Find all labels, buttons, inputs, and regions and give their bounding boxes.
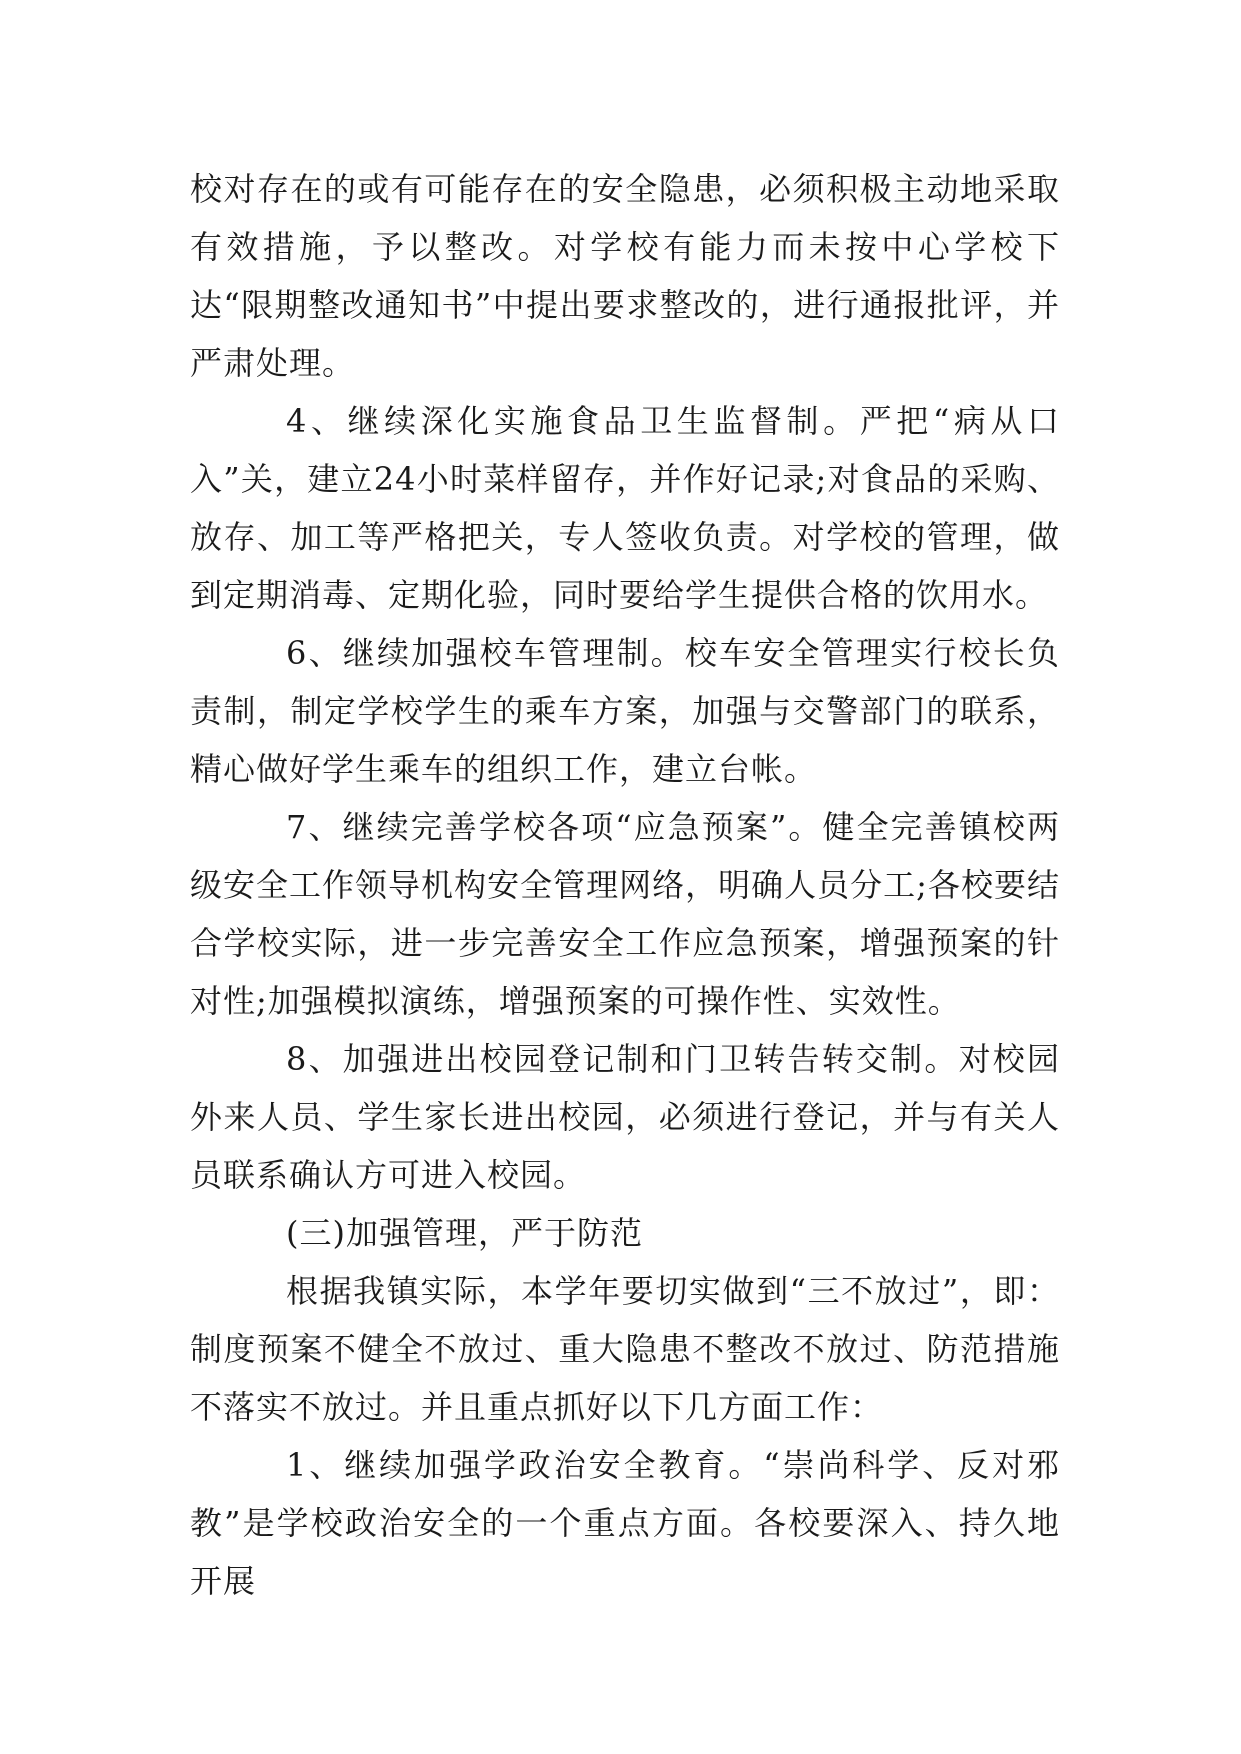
paragraph-item-1-political-safety: 1、继续加强学政治安全教育。“崇尚科学、反对邪教”是学校政治安全的一个重点方面。各校要深入、持久地开展 [190, 1446, 1060, 1600]
document-body [190, 160, 1060, 1610]
paragraph-item-8-campus-registration: 8、加强进出校园登记制和门卫转告转交制。对校园外来人员、学生家长进出校园，必须进行登记，并与有关人员联系确认方可进入校园。 [190, 1040, 1060, 1194]
section-heading-management: (三)加强管理，严于防范 [286, 1214, 643, 1252]
paragraph-continued-rectification: 校对存在的或有可能存在的安全隐患，必须积极主动地采取有效措施，予以整改。对学校有能力而未按中心学校下达“限期整改通知书”中提出要求整改的，进行通报批评，并严肃处理。 [190, 170, 1060, 382]
paragraph-three-no-pass: 根据我镇实际，本学年要切实做到“三不放过”，即：制度预案不健全不放过、重大隐患不整改不放过、防范措施不落实不放过。并且重点抓好以下几方面工作： [190, 1272, 1060, 1426]
paragraph-item-6-school-bus: 6、继续加强校车管理制。校车安全管理实行校长负责制，制定学校学生的乘车方案，加强与交警部门的联系，精心做好学生乘车的组织工作，建立台帐。 [190, 634, 1060, 788]
paragraph-item-7-emergency-plans: 7、继续完善学校各项“应急预案”。健全完善镇校两级安全工作领导机构安全管理网络，明确人员分工;各校要结合学校实际，进一步完善安全工作应急预案，增强预案的针对性;加强模拟演练，增强预案的可操作性、实效性。 [190, 808, 1060, 1020]
paragraph-item-4-food-hygiene: 4、继续深化实施食品卫生监督制。严把“病从口入”关，建立24小时菜样留存，并作好记录;对食品的采购、放存、加工等严格把关，专人签收负责。对学校的管理，做到定期消毒、定期化验，同时要给学生提供合格的饮用水。 [190, 402, 1060, 614]
